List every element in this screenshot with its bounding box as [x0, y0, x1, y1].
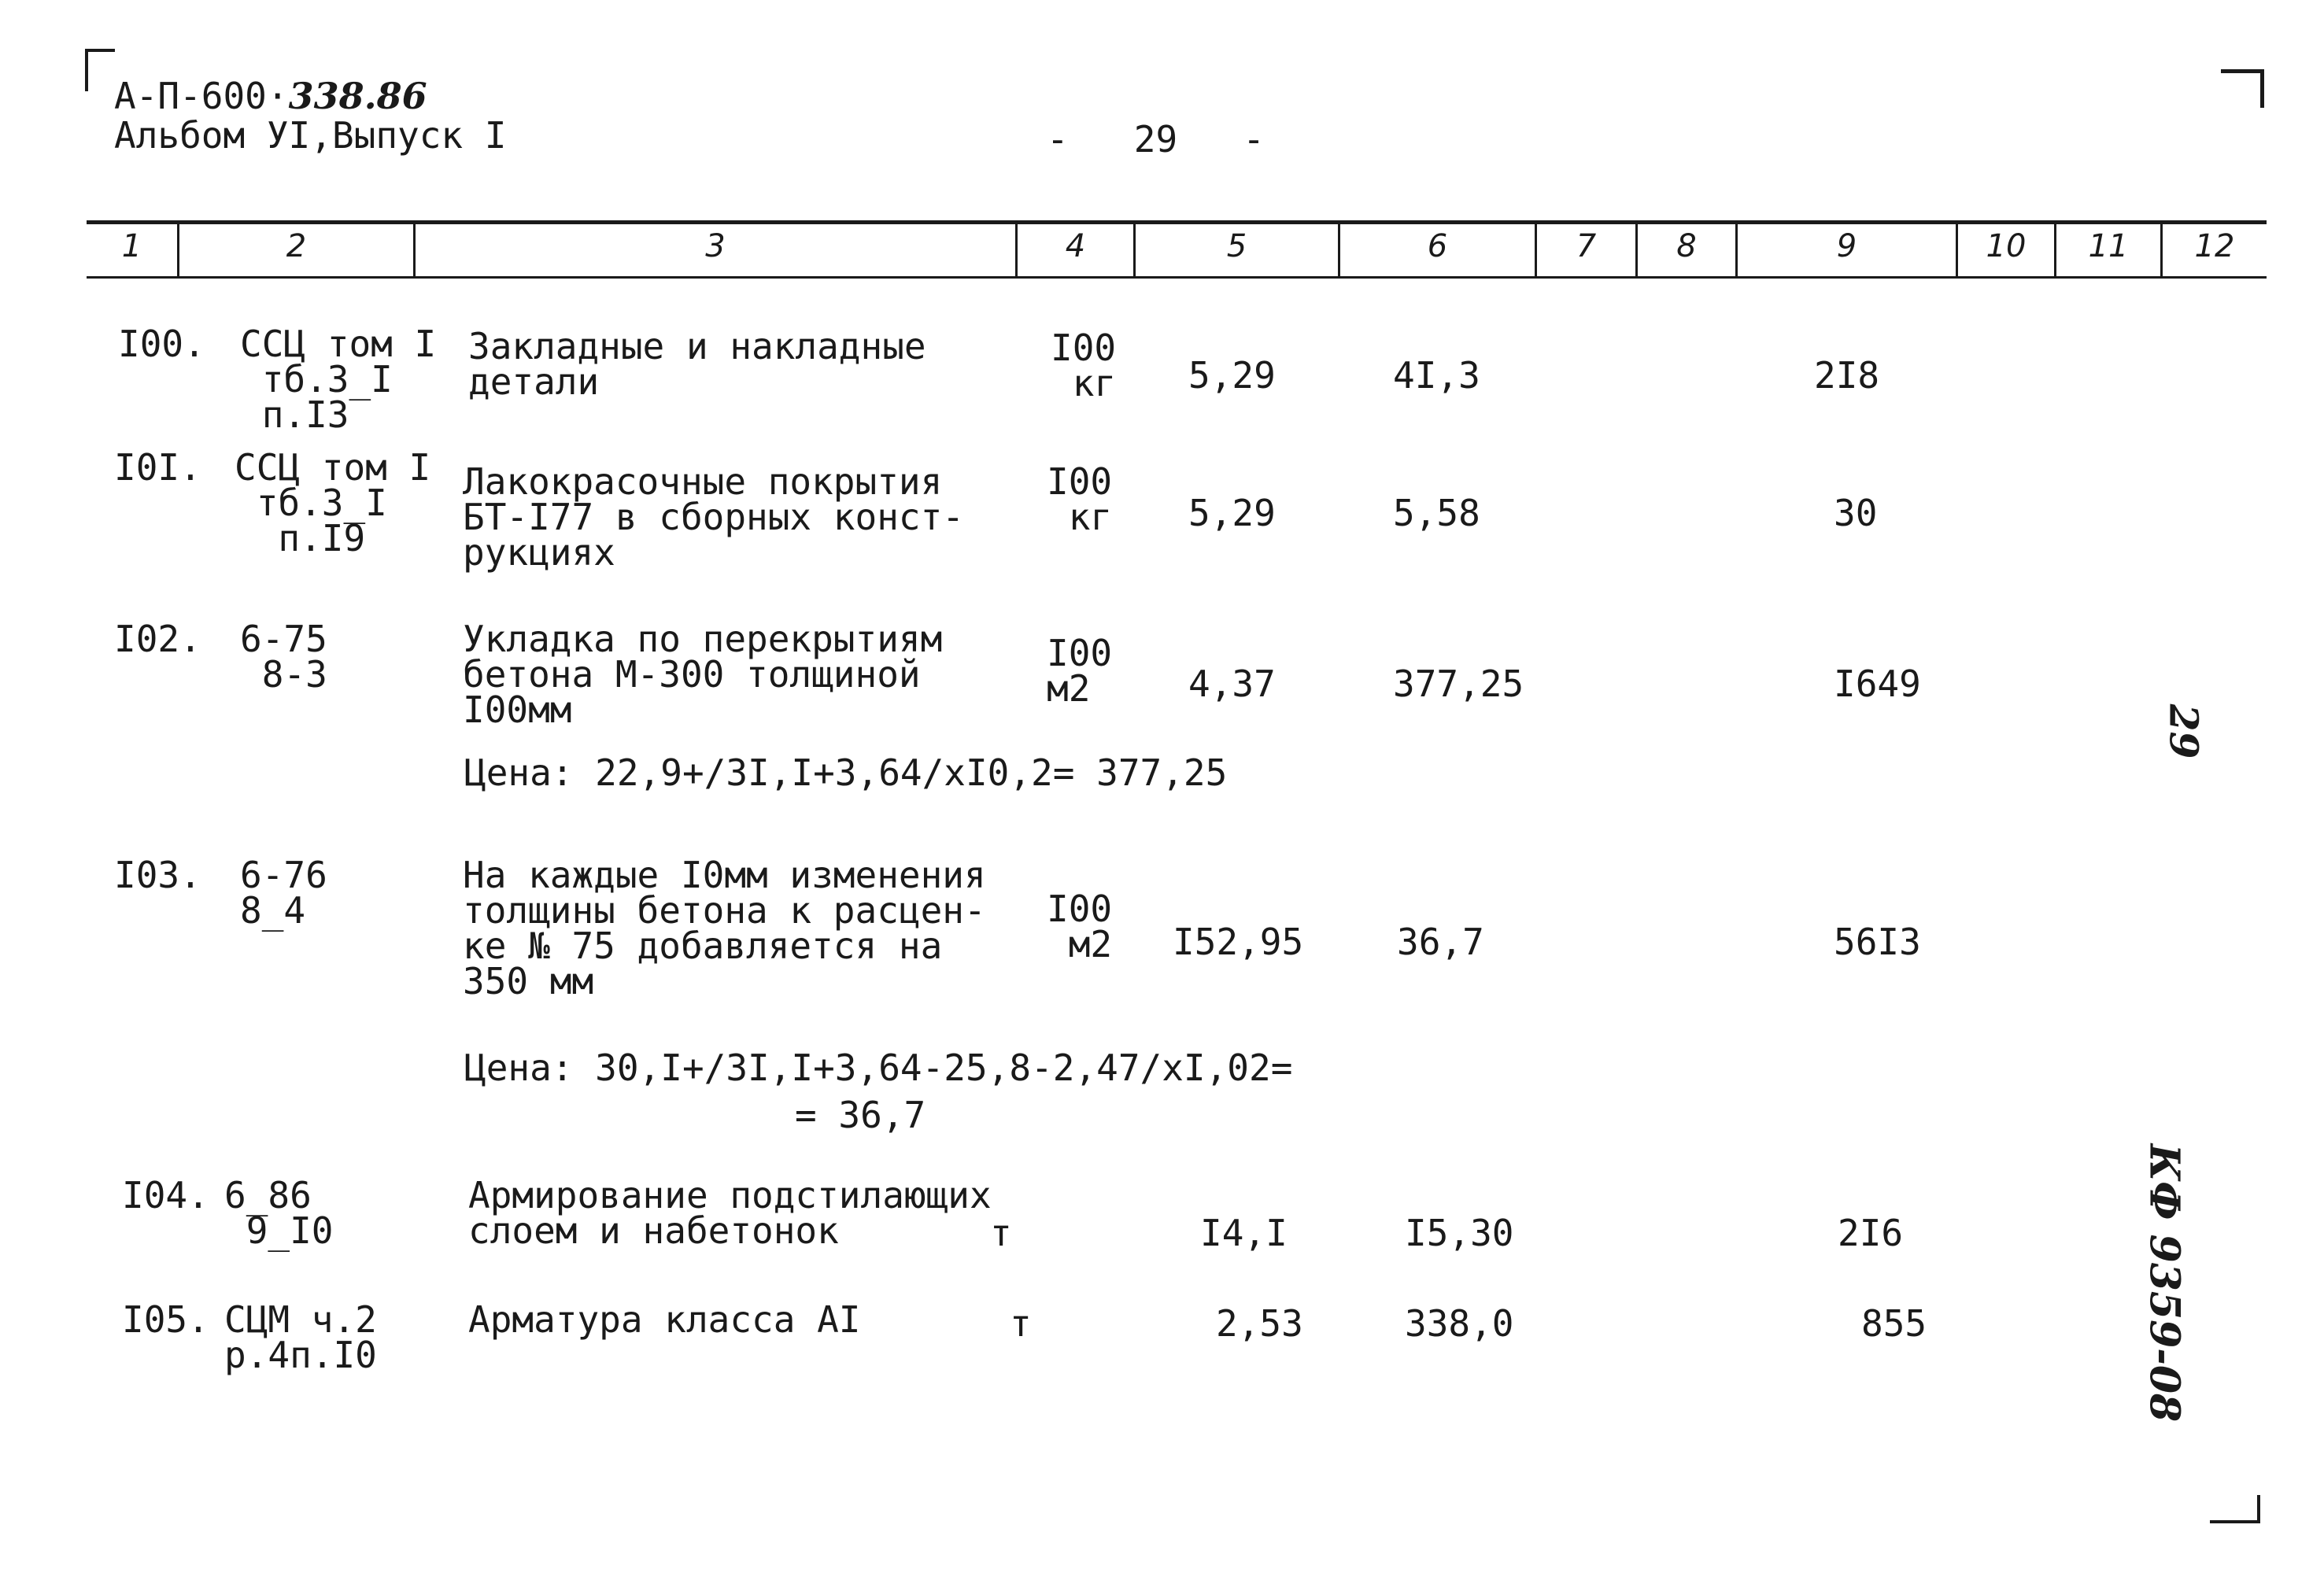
column-header: 1 — [121, 228, 142, 264]
row-total: 56I3 — [1834, 921, 1921, 963]
row-quantity: I52,95 — [1173, 921, 1304, 963]
column-header: 5 — [1226, 228, 1247, 264]
row-unit-price: 338,0 — [1405, 1302, 1514, 1345]
row-reference: 6-76 8_4 — [240, 854, 327, 932]
row-number: I03. — [114, 854, 201, 896]
row-unit: I00 кг — [1051, 327, 1117, 404]
row-unit-price: 36,7 — [1397, 921, 1484, 963]
price-note: Цена: 22,9+/3I,I+3,64/xI0,2= 377,25 — [464, 751, 1228, 794]
row-description: Армирование подстилающих слоем и набетонок — [468, 1174, 992, 1252]
row-quantity: 5,29 — [1188, 492, 1276, 534]
column-header: 12 — [2194, 228, 2235, 264]
row-quantity: 5,29 — [1188, 354, 1276, 397]
price-note: Цена: 30,I+/3I,I+3,64-25,8-2,47/xI,02= — [464, 1047, 1293, 1089]
row-unit: т — [1010, 1302, 1032, 1345]
album-title: Альбом УI,Выпуск I — [114, 114, 507, 157]
price-note-result: = 36,7 — [795, 1094, 926, 1136]
corner-mark-top-right — [2221, 69, 2264, 108]
page-number: - 29 - — [1047, 118, 1265, 161]
row-unit: I00 м2 — [1047, 632, 1113, 710]
corner-mark-top-left — [85, 49, 115, 91]
row-reference: 6_86 9_I0 — [224, 1174, 334, 1252]
row-number: I05. — [122, 1298, 209, 1341]
column-header: 8 — [1676, 228, 1697, 264]
row-description: Укладка по перекрытиям бетона М-300 толщиной I00мм — [463, 618, 943, 731]
column-header: 7 — [1576, 228, 1597, 264]
row-total: 2I6 — [1838, 1212, 1904, 1254]
row-description: Арматура класса АI — [468, 1298, 861, 1341]
column-header: 4 — [1065, 228, 1086, 264]
row-total: 2I8 — [1814, 354, 1880, 397]
row-number: I04. — [122, 1174, 209, 1216]
row-total: 30 — [1834, 492, 1878, 534]
row-number: I02. — [114, 618, 201, 660]
document-code-printed: А-П-600· — [114, 75, 289, 117]
row-unit-price: 5,58 — [1393, 492, 1480, 534]
column-header: 11 — [2088, 228, 2129, 264]
row-reference: СЦМ ч.2 р.4п.I0 — [224, 1298, 377, 1376]
row-quantity: 4,37 — [1188, 663, 1276, 705]
margin-page-number: 29 — [2160, 703, 2208, 759]
row-total: I649 — [1834, 663, 1921, 705]
column-header: 6 — [1427, 228, 1448, 264]
row-quantity: I4,I — [1200, 1212, 1288, 1254]
row-unit-price: 377,25 — [1393, 663, 1524, 705]
row-number: I00. — [118, 323, 205, 365]
row-reference: ССЦ том I тб.3_I п.I3 — [240, 323, 437, 436]
row-reference: ССЦ том I тб.3_I п.I9 — [235, 446, 431, 559]
row-unit: I00 м2 — [1047, 888, 1113, 965]
row-unit-price: I5,30 — [1405, 1212, 1514, 1254]
row-unit: I00 кг — [1047, 460, 1113, 538]
column-header: 10 — [1986, 228, 2027, 264]
row-description: Лакокрасочные покрытия БТ-I77 в сборных конст- рукциях — [463, 460, 964, 574]
row-reference: 6-75 8-3 — [240, 618, 327, 696]
corner-mark-bottom-right — [2210, 1495, 2260, 1523]
document-code-handwritten: 338.86 — [288, 75, 427, 117]
row-description: Закладные и накладные детали — [468, 325, 926, 403]
row-description: На каждые I0мм изменения толщины бетона к расцен- ке № 75 добавляется на 350 мм — [463, 854, 986, 1002]
column-header: 9 — [1836, 228, 1857, 264]
row-unit: т — [990, 1212, 1012, 1254]
document-code — [114, 75, 427, 117]
column-header: 3 — [705, 228, 726, 264]
row-total: 855 — [1861, 1302, 1927, 1345]
row-unit-price: 4I,3 — [1393, 354, 1480, 397]
margin-document-code: КФ 9359-08 — [2140, 1143, 2189, 1423]
column-header: 2 — [286, 228, 307, 264]
row-number: I0I. — [114, 446, 201, 489]
row-quantity: 2,53 — [1216, 1302, 1303, 1345]
